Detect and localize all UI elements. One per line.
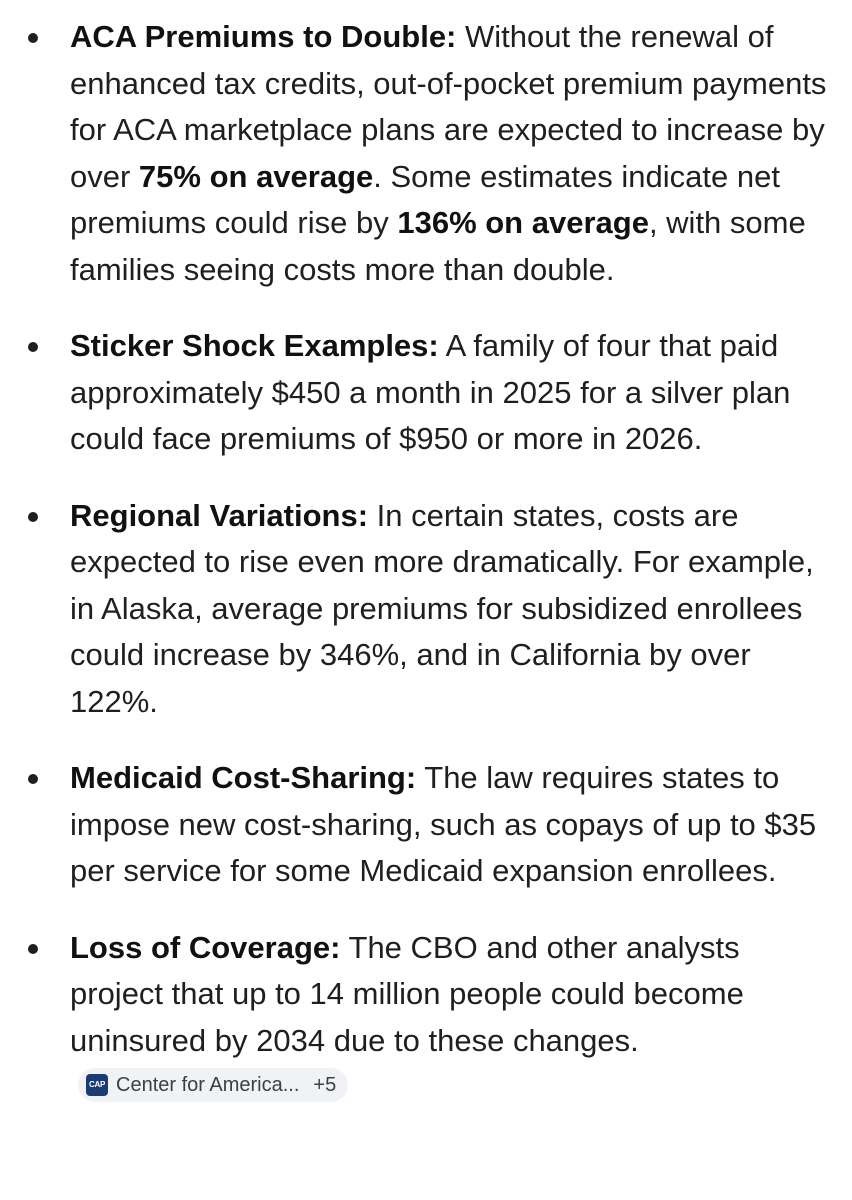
- bullet-icon: [28, 342, 38, 352]
- item-text: Sticker Shock Examples: A family of four that paid approximately $450 a month in 2025 for a silver plan could face premiums of $950 or more in 2026.: [70, 328, 791, 456]
- list-item: [0, 14, 852, 293]
- source-chip-more-count: +5: [313, 1073, 337, 1096]
- list-item: [0, 755, 852, 895]
- item-text: ACA Premiums to Double: Without the renewal of enhanced tax credits, out-of-pocket premium payments for ACA marketplace plans are expected to increase by over 75% on average. Some estimates indicate net premiums could rise by 136% on average, with some families seeing costs more than double.: [70, 19, 827, 287]
- source-chip-label: Center for America...: [116, 1073, 300, 1096]
- list-item: [0, 925, 852, 1111]
- bullet-icon: [28, 944, 38, 954]
- item-text: Regional Variations: In certain states, costs are expected to rise even more dramatically. For example, in Alaska, average premiums for subsidized enrollees could increase by 346%, and in California by over 122%.: [70, 497, 814, 719]
- list-item: [0, 493, 852, 726]
- bullet-list: [0, 14, 852, 1141]
- list-item: [0, 323, 852, 463]
- cap-logo-icon: CAP: [86, 1074, 108, 1096]
- bullet-icon: [28, 512, 38, 522]
- source-citation-chip[interactable]: [78, 1068, 348, 1102]
- item-text: Loss of Coverage: The CBO and other analysts project that up to 14 million people could become uninsured by 2034 due to these changes.: [70, 929, 744, 1058]
- item-text: Medicaid Cost-Sharing: The law requires states to impose new cost-sharing, such as copays of up to $35 per service for some Medicaid expansion enrollees.: [70, 760, 817, 888]
- bullet-icon: [28, 33, 38, 43]
- bullet-icon: [28, 774, 38, 784]
